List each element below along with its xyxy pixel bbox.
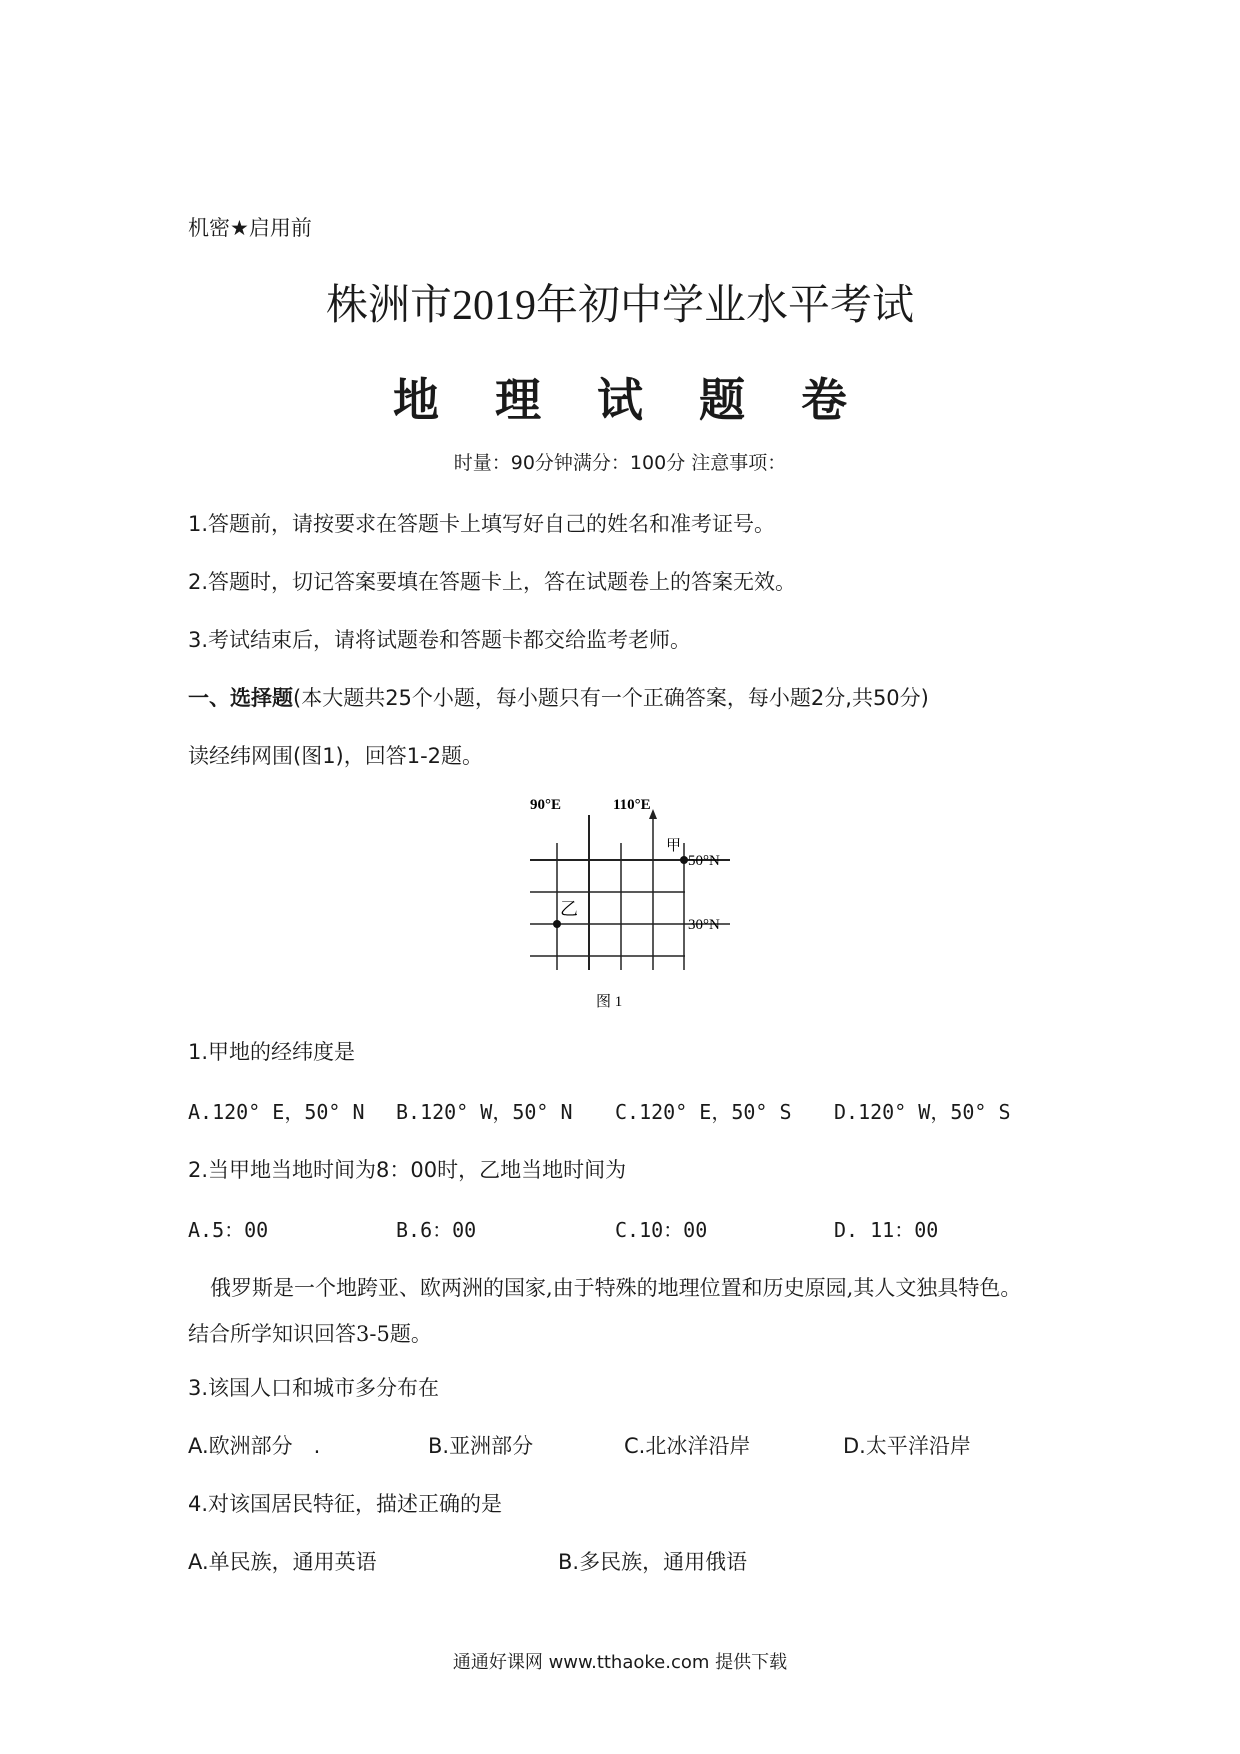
q1-option-d: D.120° W，50° S [834, 1100, 1011, 1124]
q2-option-c: C.10：00 [615, 1218, 708, 1242]
q3-option-a: A.欧洲部分 . [188, 1434, 321, 1458]
q1-stem: 1.甲地的经纬度是 [188, 1040, 356, 1064]
q1-option-a: A.120° E，50° N [188, 1100, 365, 1124]
q3-option-b: B.亚洲部分 [428, 1434, 534, 1458]
lat-label: 30°N [688, 917, 720, 933]
q4-option-a: A.单民族，通用英语 [188, 1550, 377, 1574]
lon-label: 110°E [613, 797, 651, 813]
lon-label: 90°E [530, 797, 562, 813]
exam-subtitle [0, 364, 1240, 430]
figure-caption: 图 1 [596, 994, 623, 1010]
point-label-jia: 甲 [666, 838, 682, 854]
section-rest: (本大题共25个小题，每小题只有一个正确答案，每小题2分,共50分) [293, 686, 929, 710]
note-2: 2.答题时，切记答案要填在答题卡上，答在试题卷上的答案无效。 [188, 570, 797, 594]
section-heading [188, 682, 929, 712]
point-yi [553, 920, 561, 928]
q2-option-d: D. 11：00 [834, 1218, 939, 1242]
time-info: 时量：90分钟满分：100分 注意事项： [453, 452, 787, 474]
q3-stem: 3.该国人口和城市多分布在 [188, 1376, 440, 1400]
passage-line-1: 俄罗斯是一个地跨亚、欧两洲的国家,由于特殊的地理位置和历史原园,其人文独具特色。 [210, 1276, 1022, 1300]
q4-stem: 4.对该国居民特征，描述正确的是 [188, 1492, 503, 1516]
q1-option-c: C.120° E，50° S [615, 1100, 792, 1124]
subtitle-char: 试 [597, 373, 643, 427]
point-label-yi: 乙 [560, 899, 578, 919]
q2-option-b: B.6：00 [396, 1218, 477, 1242]
q2-option-a: A.5：00 [188, 1218, 269, 1242]
q4-option-b: B.多民族，通用俄语 [558, 1550, 748, 1574]
graticule-figure [520, 795, 760, 1020]
figure-intro: 读经纬网围(图1)，回答1-2题。 [188, 744, 484, 768]
subtitle-char: 理 [495, 373, 541, 427]
q3-option-c: C.北冰洋沿岸 [624, 1434, 751, 1458]
subtitle-char: 题 [699, 373, 745, 427]
q2-stem: 2.当甲地当地时间为8：00时，乙地当地时间为 [188, 1158, 627, 1182]
q3-option-d: D.太平洋沿岸 [843, 1434, 971, 1458]
subtitle-char: 卷 [801, 373, 847, 427]
note-1: 1.答题前，请按要求在答题卡上填写好自己的姓名和准考证号。 [188, 512, 776, 536]
passage-line-2: 结合所学知识回答3-5题。 [188, 1322, 432, 1346]
subtitle-char: 地 [393, 373, 439, 427]
exam-title: 株洲市2019年初中学业水平考试 [325, 283, 914, 329]
note-3: 3.考试结束后，请将试题卷和答题卡都交给监考老师。 [188, 628, 692, 652]
secret-mark: 机密★启用前 [188, 216, 312, 240]
q1-option-b: B.120° W，50° N [396, 1100, 573, 1124]
section-label: 选择题 [230, 686, 293, 710]
lat-label: 50°N [688, 853, 720, 869]
section-prefix: 一、 [188, 686, 230, 710]
point-jia [680, 856, 688, 864]
footer-source: 通通好课网 www.tthaoke.com 提供下载 [452, 1652, 788, 1673]
